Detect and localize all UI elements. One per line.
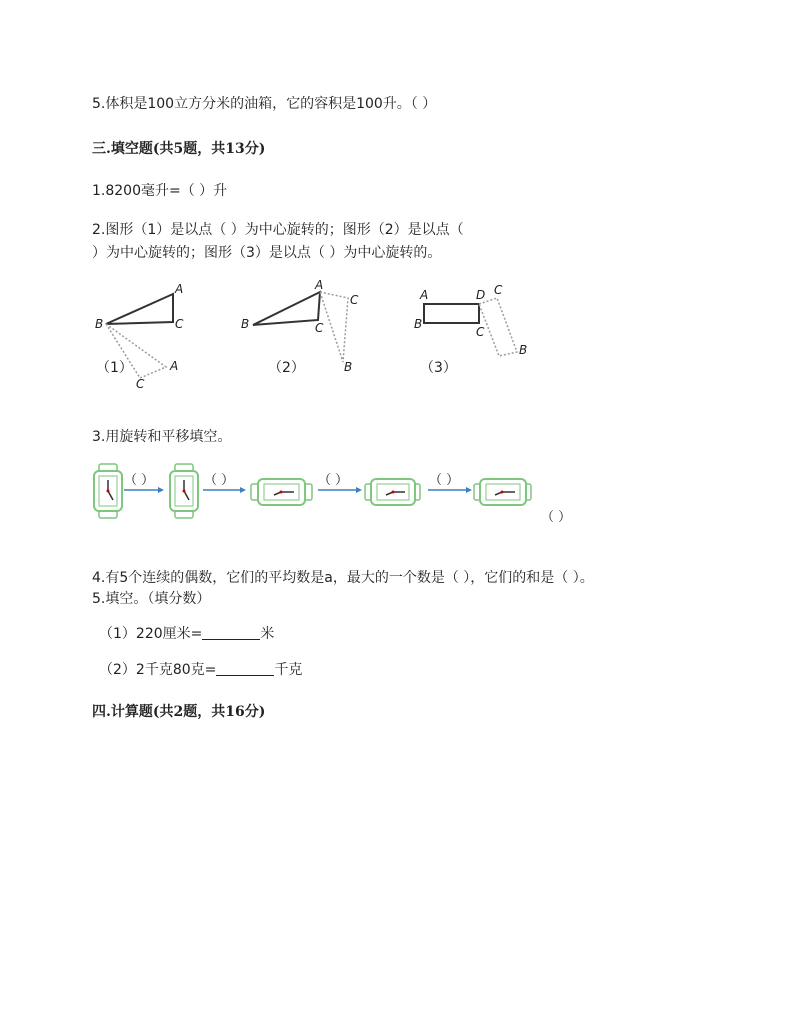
arrow-4-blank: （ ） [429,473,460,488]
fig3-caption: （3） [420,360,457,376]
fig3-label-B: B [414,317,423,331]
fig2-label-C: C [315,321,324,335]
watch-horizontal-2 [365,479,420,505]
figure-1 [95,282,184,391]
watch-sequence [94,464,571,525]
fig2-label-B: B [241,317,250,331]
fill-question-5-sub2 [99,659,302,679]
fill-question-5-sub1 [99,623,274,643]
figure-2 [241,278,359,376]
arrow-2-blank: （ ） [204,473,235,488]
judge-question-5: 5.体积是100立方分米的油箱，它的容积是100升。（ ） [92,96,437,112]
fig1-label-A-rotated: A [170,359,179,373]
sub2-suffix: 千克 [274,662,303,678]
sub2-prefix: （2）2千克80克= [99,662,217,678]
fig3-label-D: D [476,288,486,302]
fig3-label-B-rotated: B [519,343,528,357]
sub2-answer-blank[interactable] [216,661,274,676]
fill-question-2-line2: ）为中心旋转的；图形（3）是以点（ ）为中心旋转的。 [92,245,442,261]
end-blank: （ ） [541,510,572,525]
sub1-answer-blank[interactable] [202,625,260,640]
fill-question-3: 3.用旋转和平移填空。 [92,429,232,445]
fig1-caption: （1） [96,360,133,376]
fig2-label-A: A [315,278,324,292]
fill-question-2-line1: 2.图形（1）是以点（ ）为中心旋转的；图形（2）是以点（ [92,222,464,238]
arrow-1-blank: （ ） [124,473,155,488]
fig3-label-C: C [476,325,485,339]
fig2-label-B-rotated: B [344,360,353,374]
fig3-label-C-rotated: C [494,283,503,297]
fig1-label-B: B [95,317,104,331]
section-4-heading: 四.计算题(共2题，共16分) [92,704,266,720]
fig1-label-C-rotated: C [136,377,145,391]
watch-vertical-1 [94,464,122,518]
fig1-label-C: C [175,317,184,331]
arrow-3-blank: （ ） [318,473,349,488]
sub1-suffix: 米 [260,626,275,642]
fig1-label-A: A [175,282,184,296]
watch-horizontal-3 [474,479,531,505]
fig2-label-C-rotated: C [350,293,359,307]
watch-horizontal-1 [251,479,312,505]
sub1-prefix: （1）220厘米= [99,626,203,642]
fig3-label-A: A [420,288,429,302]
fill-question-5: 5.填空。（填分数） [92,591,211,607]
fig2-caption: （2） [268,360,305,376]
section-3-heading: 三.填空题(共5题，共13分) [92,141,266,157]
watch-vertical-2 [170,464,198,518]
figure-3 [414,283,527,376]
fill-question-1: 1.8200毫升=（ ）升 [92,183,228,199]
fill-question-4: 4.有5个连续的偶数，它们的平均数是a，最大的一个数是（ ），它们的和是（ ）。 [92,570,594,586]
